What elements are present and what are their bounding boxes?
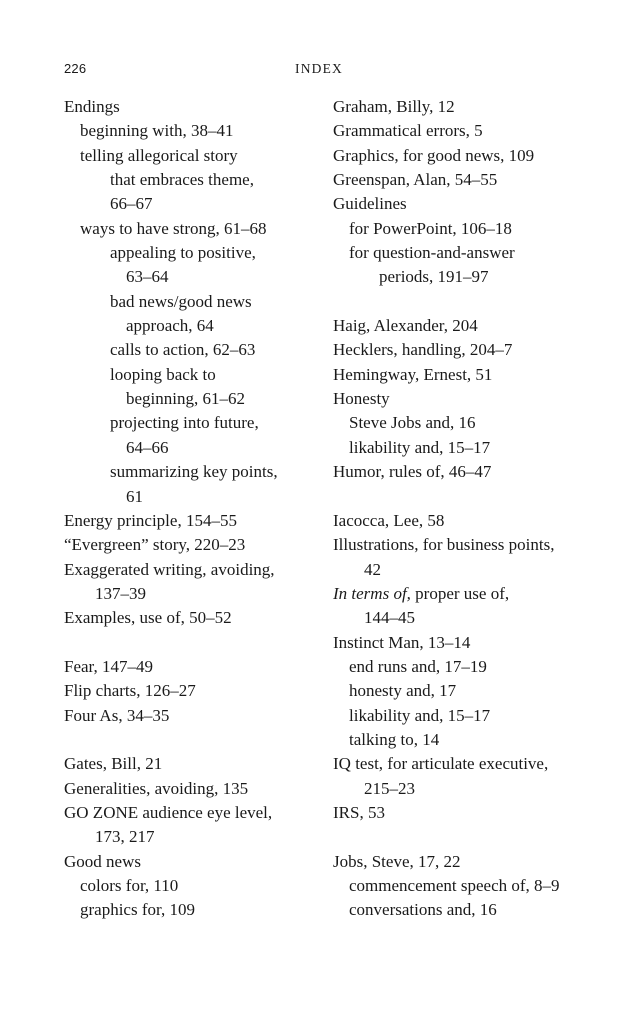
index-subentry [64,582,314,606]
entry-text: Good news [64,851,141,871]
entry-text: 64–66 [126,437,169,457]
index-subentry [64,265,314,289]
index-subentry [333,265,603,289]
index-entry [64,704,314,728]
index-subentry [64,192,314,216]
index-subentry [333,777,603,801]
index-subentry [64,363,314,387]
index-subentry [333,679,603,703]
entry-text: Jobs, Steve, 17, 22 [333,851,461,871]
entry-text: Iacocca, Lee, 58 [333,510,445,530]
index-subentry [333,436,603,460]
entry-text: Graphics, for good news, 109 [333,145,535,165]
index-entry [333,314,603,338]
index-entry [333,387,603,411]
index-subentry [64,460,314,484]
entry-text: 173, 217 [95,827,155,847]
entry-text: Hemingway, Ernest, 51 [333,364,493,384]
index-entry [64,777,314,801]
entry-text: Graham, Billy, 12 [333,97,455,116]
entry-text: graphics for, 109 [80,900,195,920]
entry-text: honesty and, 17 [349,681,457,701]
index-subentry [333,217,603,241]
index-entry [333,533,603,557]
entry-text: 42 [364,559,381,579]
index-subentry [64,874,314,898]
index-entry [64,801,314,825]
entry-text: 215–23 [364,778,415,798]
index-subentry [64,290,314,314]
entry-text: Gates, Bill, 21 [64,754,163,774]
entry-text: colors for, 110 [80,876,179,895]
entry-text: looping back to [110,364,216,384]
index-subentry [333,606,603,630]
index-subentry [64,387,314,411]
entry-text: Examples, use of, 50–52 [64,608,232,628]
index-entry [333,363,603,387]
index-subentry [64,144,314,168]
index-subentry [333,558,603,582]
index-subentry [64,485,314,509]
entry-text: Humor, rules of, 46–47 [333,462,492,482]
entry-text: for question-and-answer [349,243,515,263]
entry-text: projecting into future, [110,413,259,433]
index-spacer [333,825,603,849]
index-column-right [333,95,603,923]
entry-text: Exaggerated writing, avoiding, [64,559,275,579]
entry-text: ways to have strong, 61–68 [80,218,267,238]
index-entry [64,606,314,630]
index-entry [64,752,314,776]
index-spacer [64,631,314,655]
index-subentry [333,728,603,752]
entry-text: Flip charts, 126–27 [64,681,196,701]
entry-text: periods, 191–97 [379,267,489,287]
entry-text: IRS, 53 [333,802,385,822]
index-subentry [333,411,603,435]
entry-text: bad news/good news [110,291,252,311]
entry-text: Grammatical errors, 5 [333,121,483,141]
index-entry [333,95,603,119]
entry-text: commencement speech of, 8–9 [349,876,560,895]
entry-text: appealing to positive, [110,243,256,263]
entry-text: Hecklers, handling, 204–7 [333,340,513,360]
index-entry [333,631,603,655]
entry-text: Honesty [333,389,390,409]
entry-text: Instinct Man, 13–14 [333,632,471,652]
index-subentry [64,898,314,922]
entry-text: beginning with, 38–41 [80,121,234,141]
entry-text: beginning, 61–62 [126,389,245,409]
index-subentry [64,825,314,849]
index-subentry [64,119,314,143]
entry-text: 66–67 [110,194,153,214]
index-entry [64,533,314,557]
entry-text: 63–64 [126,267,169,287]
italic-term: In terms of, [333,583,411,603]
entry-text: Energy principle, 154–55 [64,510,237,530]
index-subentry [64,314,314,338]
index-entry [333,801,603,825]
running-head: INDEX [295,61,343,76]
page-number: 226 [64,61,87,76]
entry-text: Steve Jobs and, 16 [349,413,476,433]
index-column-left [64,95,314,923]
index-entry [64,558,314,582]
entry-text: proper use of, [410,583,510,603]
index-entry [333,850,603,874]
entry-text: Illustrations, for business points, [333,535,555,555]
index-entry [64,509,314,533]
entry-text: Guidelines [333,194,407,214]
entry-text: talking to, 14 [349,729,440,749]
entry-text: calls to action, 62–63 [110,340,256,360]
entry-text: Generalities, avoiding, 135 [64,778,249,798]
index-subentry [64,168,314,192]
index-spacer [333,290,603,314]
entry-text: Fear, 147–49 [64,656,154,676]
index-entry [333,509,603,533]
index-subentry [333,874,603,898]
index-entry [64,850,314,874]
entry-text: Greenspan, Alan, 54–55 [333,170,498,190]
entry-text: for PowerPoint, 106–18 [349,218,512,238]
entry-text: IQ test, for articulate executive, [333,754,549,774]
entry-text: telling allegorical story [80,145,238,165]
index-entry [333,119,603,143]
entry-text: likability and, 15–17 [349,705,491,725]
entry-text: likability and, 15–17 [349,437,491,457]
index-subentry [333,655,603,679]
entry-text: Four As, 34–35 [64,705,170,725]
entry-text: that embraces theme, [110,170,254,190]
index-entry [333,752,603,776]
index-entry [333,144,603,168]
index-entry [333,192,603,216]
index-entry [64,655,314,679]
index-entry [333,168,603,192]
index-subentry [333,898,603,922]
index-entry [64,95,314,119]
index-entry [333,460,603,484]
entry-text: Endings [64,97,120,116]
index-spacer [64,728,314,752]
entry-text: 61 [126,486,143,506]
entry-text: conversations and, 16 [349,900,497,920]
entry-text: approach, 64 [126,316,214,336]
index-entry [333,582,603,606]
entry-text: summarizing key points, [110,462,278,482]
index-subentry [64,411,314,435]
index-subentry [64,241,314,265]
entry-text: Haig, Alexander, 204 [333,316,478,336]
index-entry [64,679,314,703]
index-subentry [333,704,603,728]
index-subentry [64,217,314,241]
index-entry [333,338,603,362]
entry-text: end runs and, 17–19 [349,656,487,676]
entry-text: 144–45 [364,608,415,628]
entry-text: “Evergreen” story, 220–23 [64,535,246,555]
entry-text: GO ZONE audience eye level, [64,802,273,822]
index-subentry [64,436,314,460]
index-spacer [333,485,603,509]
index-subentry [64,338,314,362]
entry-text: 137–39 [95,583,146,603]
index-subentry [333,241,603,265]
